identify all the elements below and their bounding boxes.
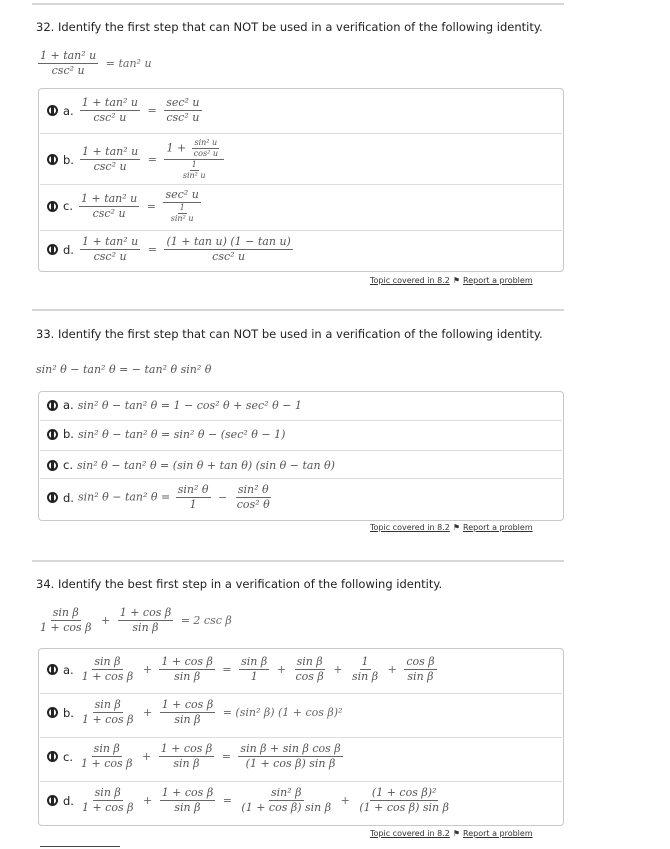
radio-icon[interactable] bbox=[47, 751, 58, 762]
flag-icon: ⚑ bbox=[452, 276, 460, 285]
option-b[interactable]: b. $\frac{\text{sin β}}{\text{1 + cos β}}$ + $\frac{\text{1 + cos β}}{\text{sin β}}$ = (sin² β) (1 + cos β)² bbox=[47, 699, 344, 726]
divider bbox=[32, 309, 564, 311]
report-problem-link[interactable]: Report a problem bbox=[463, 276, 533, 285]
topic-link[interactable]: Topic covered in 8.2 bbox=[370, 829, 450, 838]
question-32-identity: $\frac{\text{1 + tan² u}}{\text{csc² u}}$ = tan² u bbox=[40, 49, 152, 77]
radio-icon[interactable] bbox=[47, 492, 58, 503]
question-33-text: 33. Identify the first step that can NOT be used in a verification of the following identity. bbox=[36, 327, 543, 341]
report-problem-link[interactable]: Report a problem bbox=[463, 523, 533, 532]
question-32-options bbox=[38, 88, 564, 272]
option-c[interactable]: c. $\frac{\text{1 + tan² u}}{\text{csc² u}}$ = $\frac{\text{sec² u}}{\frac{1}{\text{sin² u}}}$ bbox=[47, 189, 203, 223]
question-34-text: 34. Identify the best first step in a verification of the following identity. bbox=[36, 577, 443, 591]
option-a[interactable]: a. $\frac{\text{1 + tan² u}}{\text{csc² u}}$ = $\frac{\text{sec² u}}{\text{csc² u}}$ bbox=[47, 97, 204, 124]
question-34-options bbox=[38, 648, 564, 826]
radio-icon[interactable] bbox=[47, 664, 58, 675]
option-b[interactable]: b. sin² θ − tan² θ = sin² θ − (sec² θ − 1) bbox=[47, 427, 285, 441]
footer-links bbox=[370, 523, 533, 532]
option-d[interactable]: d. $\frac{\text{sin β}}{\text{1 + cos β}}$ + $\frac{\text{1 + cos β}}{\text{sin β}}$ = $\frac{\text{sin² β}}{\text{(1 + cos β) sin β}}$ + $\frac{\text{(1 + cos β)²}}{\text{(1 + cos β) sin β}}$ bbox=[47, 787, 453, 814]
radio-icon[interactable] bbox=[47, 429, 58, 440]
radio-icon[interactable] bbox=[47, 795, 58, 806]
radio-icon[interactable] bbox=[47, 244, 58, 255]
topic-link[interactable]: Topic covered in 8.2 bbox=[370, 276, 450, 285]
option-c[interactable]: c. $\frac{\text{sin β}}{\text{1 + cos β}}$ + $\frac{\text{1 + cos β}}{\text{sin β}}$ = $\frac{\text{sin β + sin β cos β}}{\text{(1 + cos β) sin β}}$ bbox=[47, 743, 345, 770]
radio-icon[interactable] bbox=[47, 460, 58, 471]
question-33-options bbox=[38, 391, 564, 521]
divider bbox=[40, 846, 120, 847]
flag-icon: ⚑ bbox=[452, 523, 460, 532]
report-problem-link[interactable]: Report a problem bbox=[463, 829, 533, 838]
topic-link[interactable]: Topic covered in 8.2 bbox=[370, 523, 450, 532]
divider bbox=[32, 560, 564, 562]
radio-icon[interactable] bbox=[47, 707, 58, 718]
radio-icon[interactable] bbox=[47, 201, 58, 212]
option-d[interactable]: d. sin² θ − tan² θ = $\frac{\text{sin² θ}}{1}$ − $\frac{\text{sin² θ}}{\text{cos² θ}}$ bbox=[47, 484, 274, 511]
footer-links bbox=[370, 276, 533, 285]
option-b[interactable]: b. $\frac{\text{1 + tan² u}}{\text{csc² u}}$ = 1 + $\frac{\text{sin² u}}{\text{cos² u}}$ $\frac{1}{\text{sin² u}}$ bbox=[47, 139, 226, 180]
option-d[interactable]: d. $\frac{\text{1 + tan² u}}{\text{csc² u}}$ = $\frac{\text{(1 + tan u) (1 − tan u)}}{\text{csc² u}}$ bbox=[47, 236, 295, 263]
option-a[interactable]: a. $\frac{\text{sin β}}{\text{1 + cos β}}$ + $\frac{\text{1 + cos β}}{\text{sin β}}$ = $\frac{\text{sin β}}{1}$ + $\frac{\text{sin β}}{\text{cos β}}$ + $\frac{1}{\text{sin β}}$ + $\frac{\text{cos β}}{\text{sin β}}$ bbox=[47, 656, 439, 683]
radio-icon[interactable] bbox=[47, 154, 58, 165]
divider bbox=[32, 3, 564, 5]
question-34-identity: $\frac{\text{sin β}}{\text{1 + cos β}}$ + $\frac{\text{1 + cos β}}{\text{sin β}}$ = 2 csc β bbox=[40, 606, 232, 634]
question-33-identity: sin² θ − tan² θ = − tan² θ sin² θ bbox=[36, 363, 212, 376]
radio-icon[interactable] bbox=[47, 400, 58, 411]
footer-links bbox=[370, 829, 533, 838]
question-32-text: 32. Identify the first step that can NOT be used in a verification of the following identity. bbox=[36, 20, 543, 34]
flag-icon: ⚑ bbox=[452, 829, 460, 838]
radio-icon[interactable] bbox=[47, 105, 58, 116]
option-a[interactable]: a. sin² θ − tan² θ = 1 − cos² θ + sec² θ − 1 bbox=[47, 398, 302, 412]
option-c[interactable]: c. sin² θ − tan² θ = (sin θ + tan θ) (sin θ − tan θ) bbox=[47, 458, 335, 472]
